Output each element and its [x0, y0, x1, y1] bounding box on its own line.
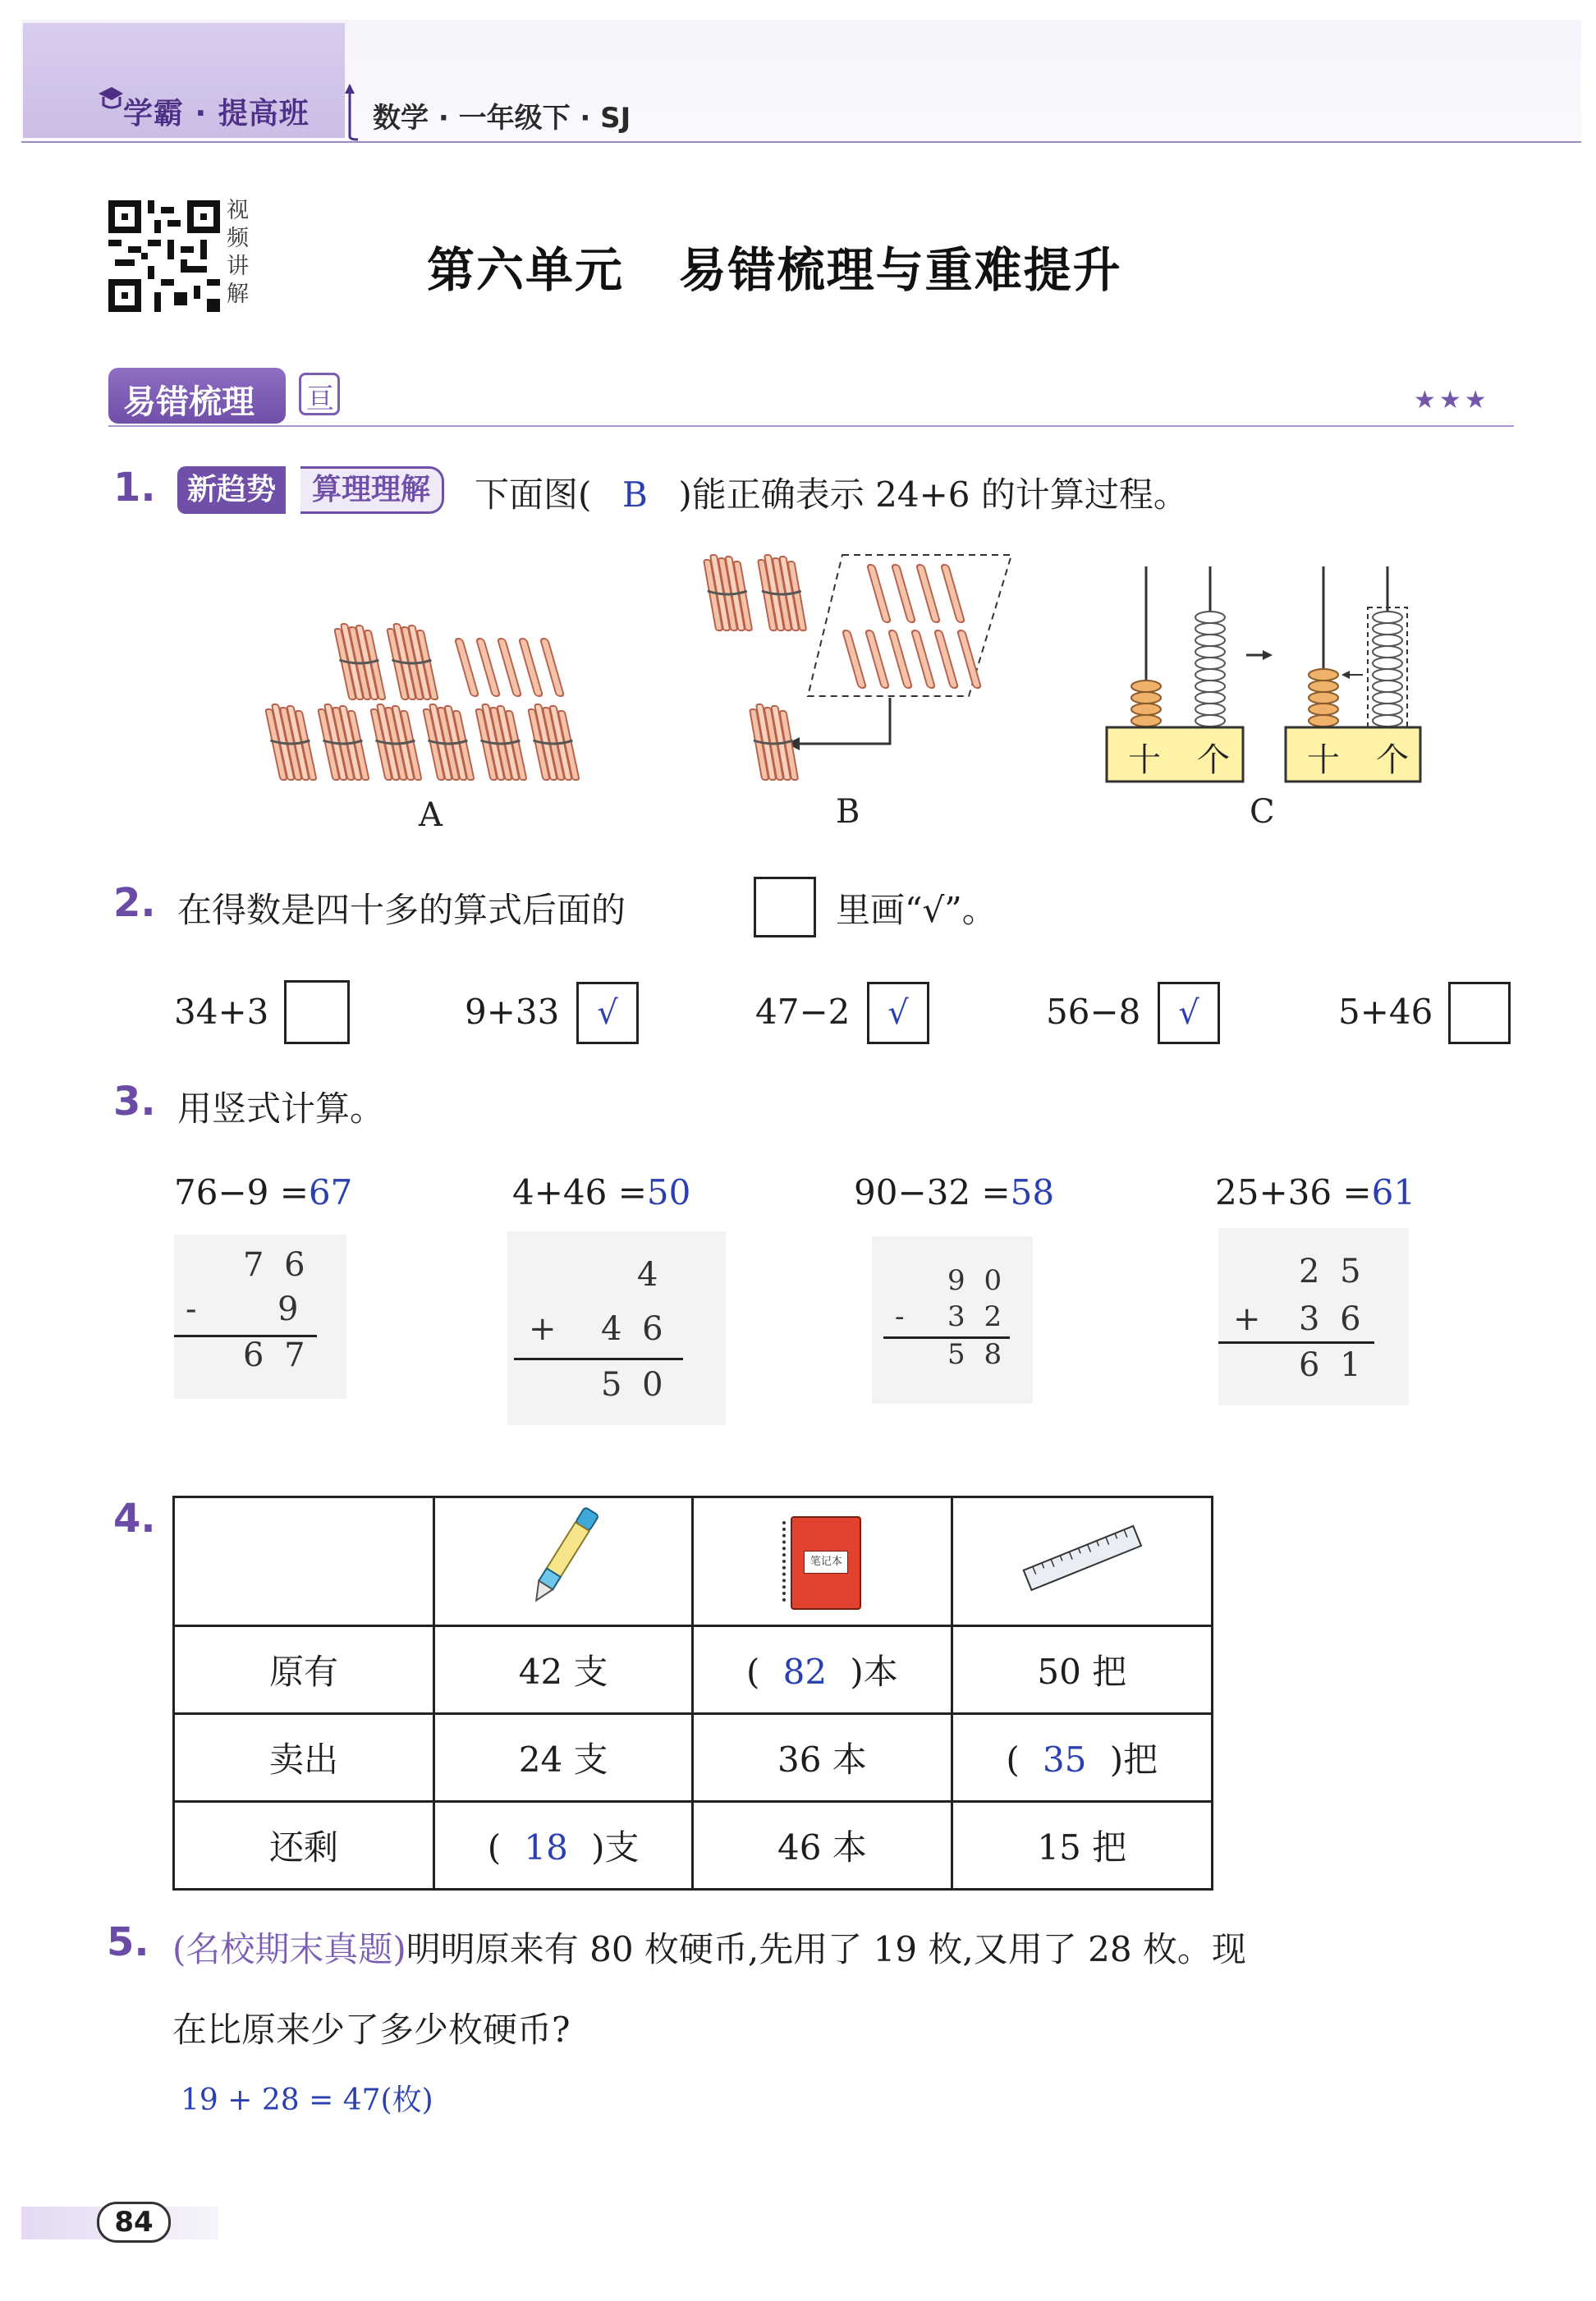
- book-subtitle: 数学 · 一年级下 · SJ: [373, 102, 631, 135]
- q4-number: 4.: [113, 1496, 156, 1542]
- q3-expr-2-text: 4+46 =: [512, 1172, 647, 1212]
- q3-v4-result: 6 1: [1299, 1346, 1366, 1384]
- notebook-original-prefix: (: [746, 1652, 760, 1692]
- row-label-remaining: 还剩: [174, 1802, 434, 1890]
- q2-question-end: 里画“√”。: [836, 890, 997, 930]
- q3-answer-4: 61: [1371, 1172, 1416, 1212]
- q3-expr-1: [174, 1172, 352, 1212]
- q3-v3-op: -: [895, 1300, 910, 1333]
- q3-v2-result: 5 0: [601, 1366, 668, 1404]
- header-divider: [21, 141, 1581, 143]
- q3-v1-row2: 9: [277, 1290, 304, 1328]
- pen-sold: 24 支: [433, 1714, 692, 1802]
- notebook-original-answer: 82: [782, 1652, 828, 1692]
- unit-name: 易错梳理与重难提升: [678, 242, 1122, 298]
- section-icon-char: 亘: [306, 383, 334, 415]
- q3-answer-2: 50: [646, 1172, 691, 1212]
- abacus1-tens-label: 十: [1128, 741, 1161, 779]
- section-label: 易错梳理: [123, 383, 255, 421]
- notebook-label: 笔记本: [804, 1551, 848, 1574]
- ruler-remaining: 15 把: [952, 1802, 1212, 1890]
- qr-code-icon[interactable]: [108, 200, 220, 312]
- q5-line2: 在比原来少了多少枚硬币?: [172, 2010, 571, 2050]
- page-number: 84: [97, 2202, 171, 2243]
- abacus2-ones-label: 个: [1376, 741, 1409, 779]
- q1-question: [475, 468, 1188, 517]
- q5-answer: 19 + 28 = 47(枚): [181, 2083, 433, 2117]
- option-c-label: C: [1250, 793, 1275, 831]
- q3-answer-1: 67: [308, 1172, 353, 1212]
- pen-icon: [514, 1500, 612, 1615]
- q3-expr-3: [854, 1172, 1054, 1212]
- q2-expr-3: 47−2: [755, 992, 851, 1032]
- notebook-header-cell: [693, 1497, 952, 1626]
- figure-b-bundles: [695, 550, 1015, 788]
- q2-expr-5: 5+46: [1338, 992, 1433, 1032]
- option-a-label: A: [419, 796, 443, 834]
- table-row: [174, 1714, 1213, 1802]
- q1-answer: B: [621, 474, 648, 515]
- notebook-icon: [782, 1513, 861, 1610]
- difficulty-stars: ★★★: [1414, 386, 1490, 415]
- q1-text-after: )能正确表示 24+6 的计算过程。: [678, 474, 1188, 515]
- ruler-sold-answer: 35: [1043, 1740, 1087, 1780]
- pen-remaining-prefix: (: [487, 1827, 502, 1868]
- q2-question-start: 在得数是四十多的算式后面的: [177, 890, 626, 930]
- q3-v4-line: [1218, 1341, 1374, 1344]
- ruler-sold-prefix: (: [1006, 1740, 1020, 1780]
- brand-title: 学霸 · 提高班: [123, 97, 310, 131]
- notebook-original-suffix: )本: [850, 1652, 898, 1692]
- mortarboard-icon: [97, 82, 125, 115]
- q3-expr-3-text: 90−32 =: [854, 1172, 1011, 1212]
- q3-expr-1-text: 76−9 =: [174, 1172, 309, 1212]
- pen-remaining: [433, 1802, 692, 1890]
- q3-v2-op: +: [529, 1310, 562, 1348]
- q1-tag-trend: 新趋势: [177, 466, 286, 514]
- notebook-binding: [782, 1521, 797, 1602]
- q3-v4-row2: 3 6: [1299, 1300, 1366, 1338]
- ruler-sold: [952, 1714, 1212, 1802]
- notebook-remaining: 46 本: [693, 1802, 952, 1890]
- table-header-row: [174, 1497, 1213, 1626]
- q2-checkbox-5[interactable]: [1448, 982, 1511, 1044]
- q3-v3-result: 5 8: [947, 1338, 1007, 1371]
- q3-question: 用竖式计算。: [177, 1089, 385, 1129]
- q2-checkbox-1[interactable]: [284, 980, 350, 1044]
- q1-number: 1.: [113, 465, 156, 511]
- q1-tag-topic: 算理理解: [300, 466, 444, 514]
- q3-v4-row1: 2 5: [1299, 1253, 1366, 1290]
- pen-remaining-answer: 18: [524, 1827, 568, 1868]
- abacus1-ones-label: 个: [1197, 741, 1230, 779]
- q2-checkbox-2[interactable]: √: [576, 982, 639, 1044]
- ruler-original: 50 把: [952, 1626, 1212, 1714]
- ruler-header-cell: [952, 1497, 1212, 1626]
- q3-v2-line: [514, 1358, 683, 1360]
- row-label-original: 原有: [174, 1626, 434, 1714]
- arrow-up-icon: [338, 82, 361, 141]
- figure-a-bundles: [261, 617, 599, 791]
- q2-expr-1: 34+3: [174, 992, 269, 1032]
- q2-checkbox-4[interactable]: √: [1158, 982, 1220, 1044]
- pen-original: 42 支: [433, 1626, 692, 1714]
- q3-answer-3: 58: [1010, 1172, 1055, 1212]
- notebook-sold: 36 本: [693, 1714, 952, 1802]
- q3-expr-2: [512, 1172, 690, 1212]
- q5-line1: [172, 1923, 1246, 1972]
- goods-table: [172, 1496, 1213, 1891]
- table-row: [174, 1802, 1213, 1890]
- ruler-icon: [1016, 1516, 1148, 1598]
- q1-text-before: 下面图(: [475, 474, 592, 515]
- table-row: [174, 1626, 1213, 1714]
- pen-header-cell: [433, 1497, 692, 1626]
- q3-number: 3.: [113, 1079, 156, 1125]
- q3-v4-op: +: [1233, 1300, 1266, 1338]
- q3-v3-row2: 3 2: [947, 1300, 1007, 1333]
- q3-v2-row1: 4: [637, 1256, 663, 1294]
- q5-source: (名校期末真题): [172, 1929, 406, 1969]
- q3-v2-row2: 4 6: [601, 1310, 668, 1348]
- qr-label: 视频讲解: [227, 198, 249, 307]
- q3-v1-result: 6 7: [243, 1336, 310, 1374]
- q2-checkbox-3[interactable]: √: [867, 982, 929, 1044]
- q5-line1-text: 明明原来有 80 枚硬币,先用了 19 枚,又用了 28 枚。现: [406, 1929, 1246, 1969]
- table-corner-cell: [174, 1497, 434, 1626]
- q3-expr-4: [1215, 1172, 1415, 1212]
- q2-number: 2.: [113, 880, 156, 926]
- option-b-label: B: [836, 793, 860, 831]
- q3-v1-row1: 7 6: [243, 1246, 310, 1284]
- q2-expr-4: 56−8: [1046, 992, 1141, 1032]
- section-icon: [299, 373, 340, 415]
- q3-v1-op: -: [186, 1290, 202, 1328]
- notebook-original: [693, 1626, 952, 1714]
- q2-example-box: [754, 877, 816, 937]
- q2-expr-2: 9+33: [465, 992, 560, 1032]
- pen-remaining-suffix: )支: [591, 1827, 640, 1868]
- q3-expr-4-text: 25+36 =: [1215, 1172, 1372, 1212]
- page-title: [427, 231, 1122, 300]
- ruler-sold-suffix: )把: [1109, 1740, 1158, 1780]
- unit-number: 第六单元: [427, 242, 625, 298]
- row-label-sold: 卖出: [174, 1714, 434, 1802]
- abacus2-tens-label: 十: [1307, 741, 1340, 779]
- section-divider: [108, 425, 1514, 427]
- q3-v3-row1: 9 0: [947, 1264, 1007, 1297]
- q5-number: 5.: [107, 1919, 149, 1965]
